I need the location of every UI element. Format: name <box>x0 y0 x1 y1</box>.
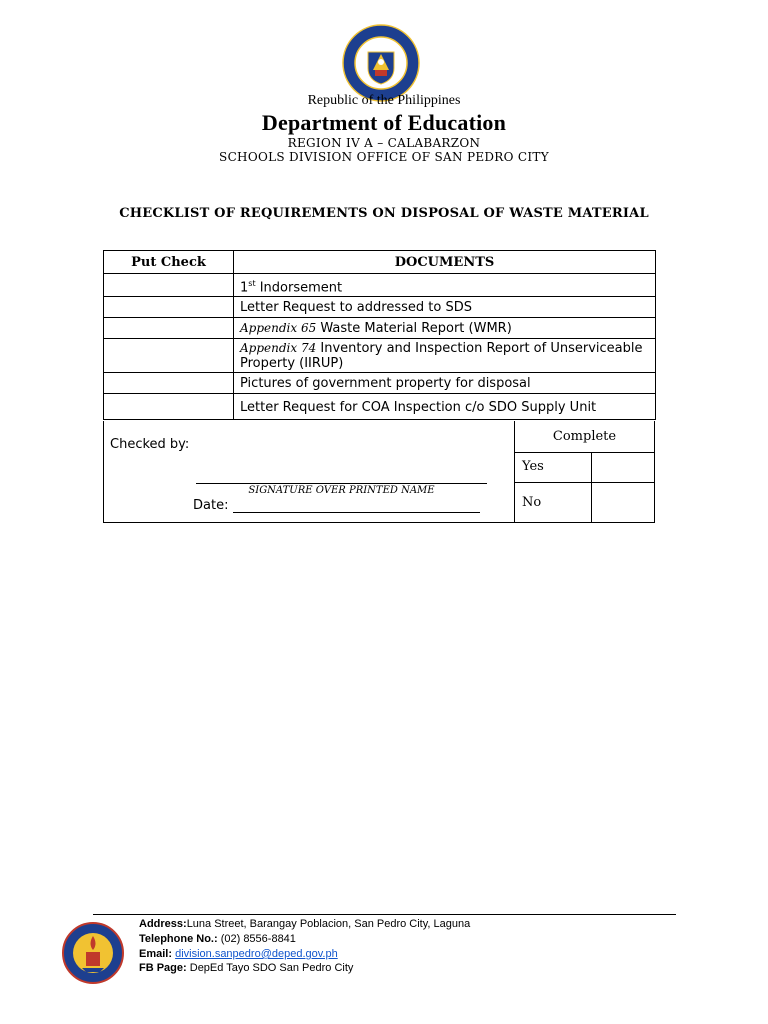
no-label: No <box>522 495 542 510</box>
table-row <box>104 339 656 373</box>
sdo-san-pedro-logo <box>62 922 124 984</box>
date-line[interactable] <box>233 512 480 513</box>
footer-address: Address:Luna Street, Barangay Poblacion, San Pedro City, Laguna <box>139 918 471 930</box>
footer-divider <box>93 914 676 915</box>
check-cell[interactable] <box>104 339 234 373</box>
document-cell: Appendix 65 Waste Material Report (WMR) <box>234 318 656 339</box>
signature-line[interactable] <box>196 483 487 484</box>
check-cell[interactable] <box>104 318 234 339</box>
check-cell[interactable] <box>104 373 234 394</box>
documents-header: DOCUMENTS <box>234 251 656 274</box>
footer-email: Email: division.sanpedro@deped.gov.ph <box>139 948 338 960</box>
table-row <box>104 373 656 394</box>
put-check-header: Put Check <box>104 251 234 274</box>
yes-label: Yes <box>522 459 544 474</box>
footer-phone: Telephone No.: (02) 8556-8841 <box>139 933 296 945</box>
no-check-cell[interactable] <box>592 484 654 522</box>
document-cell: Appendix 74 Inventory and Inspection Report of Unserviceable Property (IIRUP) <box>234 339 656 373</box>
table-row <box>104 394 656 420</box>
document-title: CHECKLIST OF REQUIREMENTS ON DISPOSAL OF WASTE MATERIAL <box>119 206 649 221</box>
requirements-table <box>103 250 656 420</box>
complete-header: Complete <box>514 421 655 453</box>
table-header-row <box>104 251 656 274</box>
signature-caption: SIGNATURE OVER PRINTED NAME <box>248 485 435 496</box>
checked-by-label: Checked by: <box>110 437 190 452</box>
republic-heading: Republic of the Philippines <box>307 93 461 108</box>
region-heading: REGION IV A – CALABARZON <box>287 136 481 150</box>
footer-fb: FB Page: DepEd Tayo SDO San Pedro City <box>139 962 354 974</box>
document-cell: Letter Request for COA Inspection c/o SDO Supply Unit <box>234 394 656 420</box>
check-cell[interactable] <box>104 394 234 420</box>
document-cell: Letter Request to addressed to SDS <box>234 297 656 318</box>
yes-check-cell[interactable] <box>592 453 654 482</box>
document-cell: 1st Indorsement <box>234 274 656 297</box>
check-cell[interactable] <box>104 274 234 297</box>
check-cell[interactable] <box>104 297 234 318</box>
department-heading: Department of Education <box>261 110 507 135</box>
document-cell: Pictures of government property for disposal <box>234 373 656 394</box>
table-row <box>104 318 656 339</box>
table-row <box>104 274 656 297</box>
date-label: Date: <box>193 498 229 513</box>
table-row <box>104 297 656 318</box>
email-link[interactable]: division.sanpedro@deped.gov.ph <box>175 948 338 960</box>
deped-seal-logo <box>342 24 420 102</box>
office-heading: SCHOOLS DIVISION OFFICE OF SAN PEDRO CITY <box>219 150 549 164</box>
